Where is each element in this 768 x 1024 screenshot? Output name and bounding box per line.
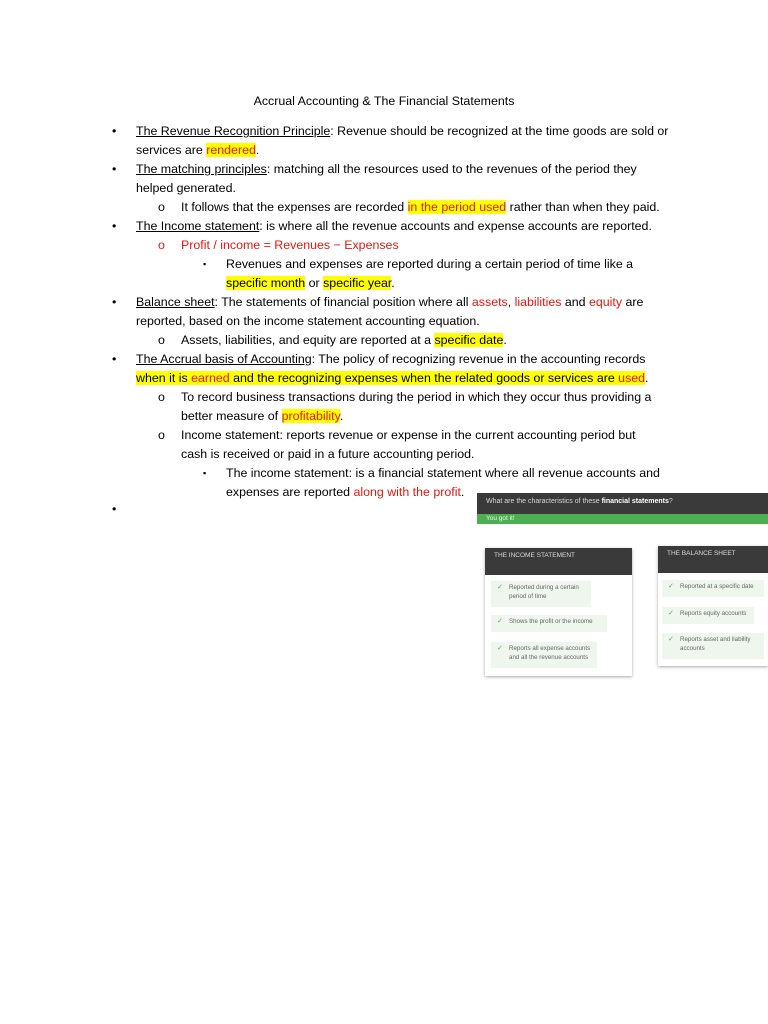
check-icon: ✓	[668, 583, 674, 590]
quiz-feedback: You got it!	[477, 514, 768, 524]
check-icon: ✓	[668, 636, 674, 643]
equity-word: equity	[589, 295, 623, 309]
bullet-2: •	[112, 162, 117, 176]
sub-bullet-3-1: o	[158, 238, 165, 252]
matching-term: The matching principles	[136, 162, 267, 176]
rendered-highlight: rendered	[206, 143, 256, 157]
income-period-line-2	[226, 275, 395, 291]
revenue-recognition-term: The Revenue Recognition Principle	[136, 124, 331, 138]
balance-item-3[interactable]	[662, 633, 764, 659]
revenue-recognition-text-2: services are	[136, 143, 207, 157]
or-text: or	[305, 276, 324, 290]
accrual-highlight-b: and the recognizing expenses when the related goods or services are	[229, 371, 619, 385]
sub-bullet-2-1: o	[158, 200, 165, 214]
period: .	[339, 409, 344, 423]
matching-sub-text-2: rather than when they paid.	[506, 200, 660, 214]
quiz-question-text: What are the characteristics of these	[486, 498, 602, 505]
quiz-question	[477, 493, 768, 514]
income-item-1[interactable]	[491, 581, 591, 607]
accrual-sub1-text: better measure of	[181, 409, 282, 423]
revenue-recognition-line-1	[136, 123, 668, 139]
balance-sub-text: Assets, liabilities, and equity are reported at a	[181, 333, 435, 347]
along-with-profit-red: along with the profit	[353, 485, 461, 499]
period-used-highlight: in the period used	[407, 200, 507, 214]
accrual-basis-line-1	[136, 351, 645, 367]
profitability-highlight: profitability	[281, 409, 340, 423]
income-item-3[interactable]	[491, 642, 597, 668]
bullet-1: •	[112, 124, 117, 138]
are-text: are	[622, 295, 644, 309]
income-period-line-1: Revenues and expenses are reported during a certain period of time like a	[226, 257, 634, 271]
income-item-2[interactable]	[491, 615, 607, 632]
quiz-question-mark: ?	[668, 498, 673, 505]
accrual-sub3-line-2	[226, 484, 464, 500]
and-text: and	[561, 295, 589, 309]
bullet-3: •	[112, 219, 117, 233]
period: .	[460, 485, 465, 499]
period: .	[645, 371, 649, 385]
check-icon: ✓	[497, 618, 503, 625]
bullet-empty: •	[112, 502, 117, 516]
check-icon: ✓	[497, 584, 503, 591]
revenue-recognition-line-2	[136, 142, 259, 158]
accrual-sub1-line-2	[181, 408, 343, 424]
quiz-screenshot	[477, 493, 768, 683]
specific-date-highlight: specific date	[434, 333, 504, 347]
accrual-sub2-line-1: Income statement: reports revenue or expense in the current accounting period but	[181, 428, 636, 442]
sub-bullet-5-2: o	[158, 428, 165, 442]
balance-sheet-term: Balance sheet	[136, 295, 215, 309]
period: .	[255, 143, 260, 157]
matching-line-1	[136, 161, 637, 177]
matching-line-2: helped generated.	[136, 181, 236, 195]
bullet-5: •	[112, 352, 117, 366]
sub-bullet-5-1: o	[158, 390, 165, 404]
balance-item-3-label: Reports asset and liability accounts	[680, 636, 751, 652]
balance-item-2-label: Reports equity accounts	[680, 610, 747, 617]
earned-word: earned	[191, 371, 230, 385]
accrual-sub3-text: expenses are reported	[226, 485, 354, 499]
balance-sheet-line-2: reported, based on the income statement accounting equation.	[136, 314, 480, 328]
balance-sheet-card	[658, 546, 768, 666]
profit-formula: Profit / income = Revenues − Expenses	[181, 238, 399, 252]
income-statement-text: : is where all the revenue accounts and expense accounts are reported.	[259, 219, 652, 233]
balance-item-1[interactable]	[662, 580, 764, 597]
comma: ,	[507, 295, 515, 309]
liabilities-word: liabilities	[514, 295, 562, 309]
quiz-question-bold: financial statements	[601, 498, 669, 505]
revenue-recognition-text: : Revenue should be recognized at the time goods are sold or	[330, 124, 669, 138]
income-item-3-label: Reports all expense accounts and all the revenue accounts	[509, 645, 591, 661]
balance-sheet-line-1	[136, 294, 643, 310]
accrual-basis-term: The Accrual basis of Accounting	[136, 352, 312, 366]
income-statement-card	[485, 548, 632, 676]
accrual-highlight-a: when it is	[136, 371, 192, 385]
check-icon: ✓	[668, 610, 674, 617]
balance-card-header: THE BALANCE SHEET	[658, 546, 768, 573]
sub-sub-bullet-3-1: ▪	[203, 259, 207, 269]
matching-text: : matching all the resources used to the revenues of the period they	[266, 162, 637, 176]
income-item-1-label: Reported during a certain period of time	[509, 584, 579, 600]
matching-sub-line	[181, 199, 660, 215]
period: .	[391, 276, 395, 290]
accrual-basis-line-2	[136, 370, 649, 386]
accrual-basis-text: : The policy of recognizing revenue in the accounting records	[311, 352, 646, 366]
income-card-header: THE INCOME STATEMENT	[485, 548, 632, 575]
income-statement-line	[136, 218, 652, 234]
income-statement-term: The Income statement	[136, 219, 260, 233]
accrual-sub2-line-2: cash is received or paid in a future accounting period.	[181, 447, 475, 461]
balance-item-1-label: Reported at a specific date	[680, 583, 754, 590]
accrual-sub1-line-1: To record business transactions during the period in which they occur thus providing a	[181, 390, 652, 404]
bullet-4: •	[112, 295, 117, 309]
accrual-sub3-line-1: The income statement: is a financial statement where all revenue accounts and	[226, 466, 660, 480]
balance-sheet-sub-line	[181, 332, 507, 348]
document-title: Accrual Accounting & The Financial Statements	[253, 94, 515, 108]
income-item-2-label: Shows the profit or the income	[509, 618, 593, 625]
check-icon: ✓	[497, 645, 503, 652]
specific-year-highlight: specific year	[323, 276, 392, 290]
specific-month-highlight: specific month	[226, 276, 306, 290]
assets-word: assets	[471, 295, 508, 309]
period: .	[503, 333, 507, 347]
used-word: used	[618, 371, 646, 385]
balance-sheet-text: : The statements of financial position where all	[214, 295, 472, 309]
sub-sub-bullet-5-1: ▪	[203, 468, 207, 478]
matching-sub-text: It follows that the expenses are recorded	[181, 200, 408, 214]
sub-bullet-4-1: o	[158, 333, 165, 347]
balance-item-2[interactable]	[662, 607, 754, 624]
